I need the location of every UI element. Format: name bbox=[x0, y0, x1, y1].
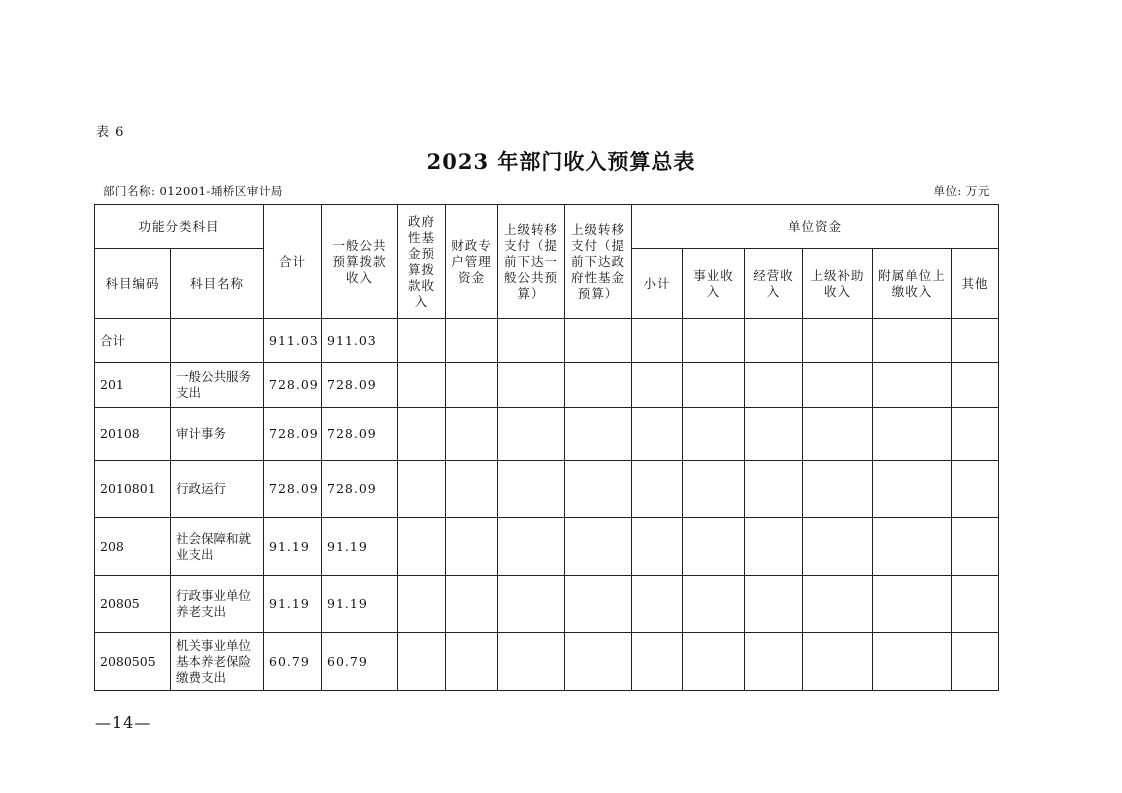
cell-empty bbox=[745, 518, 803, 576]
budget-table bbox=[94, 204, 999, 691]
cell-empty bbox=[803, 576, 873, 633]
cell-empty bbox=[498, 633, 565, 691]
cell-empty bbox=[873, 319, 952, 363]
cell-empty bbox=[498, 518, 565, 576]
cell-empty bbox=[745, 363, 803, 408]
cell-empty bbox=[632, 408, 683, 461]
cell-code: 合计 bbox=[95, 319, 171, 363]
cell-empty bbox=[498, 363, 565, 408]
cell-empty bbox=[446, 461, 498, 518]
cell-empty bbox=[398, 408, 446, 461]
cell-empty bbox=[632, 363, 683, 408]
table-row bbox=[95, 319, 999, 363]
table-row bbox=[95, 633, 999, 691]
cell-empty bbox=[873, 518, 952, 576]
cell-total: 91.19 bbox=[264, 518, 322, 576]
cell-empty bbox=[398, 576, 446, 633]
header-finance-special: 财政专户管理资金 bbox=[446, 205, 498, 319]
table-row bbox=[95, 576, 999, 633]
cell-empty bbox=[873, 363, 952, 408]
cell-empty bbox=[398, 319, 446, 363]
cell-empty bbox=[565, 408, 632, 461]
header-upper-transfer-general: 上级转移支付（提前下达一般公共预算） bbox=[498, 205, 565, 319]
cell-empty bbox=[873, 633, 952, 691]
cell-empty bbox=[565, 319, 632, 363]
page-number: —14— bbox=[95, 713, 152, 732]
cell-code: 201 bbox=[95, 363, 171, 408]
cell-code: 208 bbox=[95, 518, 171, 576]
cell-empty bbox=[952, 518, 999, 576]
cell-name: 审计事务 bbox=[171, 408, 264, 461]
cell-empty bbox=[952, 461, 999, 518]
cell-total: 728.09 bbox=[264, 408, 322, 461]
cell-empty bbox=[683, 408, 745, 461]
cell-general: 728.09 bbox=[322, 363, 398, 408]
cell-empty bbox=[632, 633, 683, 691]
cell-empty bbox=[565, 461, 632, 518]
cell-empty bbox=[952, 319, 999, 363]
cell-empty bbox=[632, 518, 683, 576]
table-row bbox=[95, 518, 999, 576]
cell-code: 2080505 bbox=[95, 633, 171, 691]
header-affiliated-income: 附属单位上缴收入 bbox=[873, 249, 952, 319]
cell-empty bbox=[398, 633, 446, 691]
cell-empty bbox=[745, 461, 803, 518]
header-upper-transfer-fund: 上级转移支付（提前下达政府性基金预算） bbox=[565, 205, 632, 319]
cell-empty bbox=[498, 319, 565, 363]
cell-name bbox=[171, 319, 264, 363]
cell-empty bbox=[498, 461, 565, 518]
cell-empty bbox=[565, 576, 632, 633]
header-gov-fund: 政府性基金预算拨款收入 bbox=[398, 205, 446, 319]
department-name: 部门名称: 012001-埇桥区审计局 bbox=[103, 184, 283, 198]
header-func-category: 功能分类科目 bbox=[95, 205, 264, 249]
cell-empty bbox=[803, 518, 873, 576]
cell-empty bbox=[803, 319, 873, 363]
cell-name: 行政事业单位养老支出 bbox=[171, 576, 264, 633]
cell-empty bbox=[683, 461, 745, 518]
cell-empty bbox=[446, 518, 498, 576]
cell-empty bbox=[398, 461, 446, 518]
cell-empty bbox=[803, 633, 873, 691]
cell-empty bbox=[446, 576, 498, 633]
cell-general: 91.19 bbox=[322, 518, 398, 576]
cell-general: 60.79 bbox=[322, 633, 398, 691]
cell-empty bbox=[952, 576, 999, 633]
cell-total: 728.09 bbox=[264, 461, 322, 518]
cell-empty bbox=[565, 363, 632, 408]
cell-empty bbox=[952, 408, 999, 461]
cell-general: 91.19 bbox=[322, 576, 398, 633]
cell-empty bbox=[683, 576, 745, 633]
cell-empty bbox=[632, 576, 683, 633]
cell-code: 2010801 bbox=[95, 461, 171, 518]
cell-empty bbox=[745, 319, 803, 363]
cell-empty bbox=[803, 461, 873, 518]
cell-empty bbox=[745, 408, 803, 461]
cell-empty bbox=[446, 408, 498, 461]
cell-empty bbox=[632, 461, 683, 518]
cell-total: 91.19 bbox=[264, 576, 322, 633]
header-subject-name: 科目名称 bbox=[171, 249, 264, 319]
cell-empty bbox=[873, 576, 952, 633]
cell-total: 728.09 bbox=[264, 363, 322, 408]
header-subtotal: 小计 bbox=[632, 249, 683, 319]
header-upper-subsidy: 上级补助收入 bbox=[803, 249, 873, 319]
table-row bbox=[95, 363, 999, 408]
cell-empty bbox=[398, 363, 446, 408]
cell-name: 一般公共服务支出 bbox=[171, 363, 264, 408]
page-title: 2023 年部门收入预算总表 bbox=[426, 149, 696, 174]
cell-empty bbox=[745, 576, 803, 633]
header-general-public: 一般公共预算拨款收入 bbox=[322, 205, 398, 319]
cell-empty bbox=[952, 633, 999, 691]
cell-empty bbox=[683, 518, 745, 576]
header-business-income: 事业收入 bbox=[683, 249, 745, 319]
cell-empty bbox=[683, 633, 745, 691]
table-number-label: 表 6 bbox=[96, 125, 125, 140]
cell-empty bbox=[683, 319, 745, 363]
unit-label: 单位: 万元 bbox=[933, 184, 990, 198]
header-subject-code: 科目编码 bbox=[95, 249, 171, 319]
cell-code: 20805 bbox=[95, 576, 171, 633]
cell-code: 20108 bbox=[95, 408, 171, 461]
header-other: 其他 bbox=[952, 249, 999, 319]
cell-empty bbox=[952, 363, 999, 408]
header-total: 合计 bbox=[264, 205, 322, 319]
cell-empty bbox=[745, 633, 803, 691]
cell-empty bbox=[803, 408, 873, 461]
cell-empty bbox=[565, 518, 632, 576]
cell-general: 728.09 bbox=[322, 461, 398, 518]
cell-total: 60.79 bbox=[264, 633, 322, 691]
cell-name: 社会保障和就业支出 bbox=[171, 518, 264, 576]
cell-empty bbox=[803, 363, 873, 408]
cell-empty bbox=[446, 319, 498, 363]
header-operating-income: 经营收入 bbox=[745, 249, 803, 319]
cell-empty bbox=[873, 408, 952, 461]
cell-empty bbox=[565, 633, 632, 691]
cell-total: 911.03 bbox=[264, 319, 322, 363]
cell-empty bbox=[683, 363, 745, 408]
table-row bbox=[95, 408, 999, 461]
cell-empty bbox=[873, 461, 952, 518]
cell-general: 728.09 bbox=[322, 408, 398, 461]
cell-empty bbox=[632, 319, 683, 363]
cell-empty bbox=[498, 408, 565, 461]
cell-name: 行政运行 bbox=[171, 461, 264, 518]
cell-general: 911.03 bbox=[322, 319, 398, 363]
cell-empty bbox=[446, 633, 498, 691]
table-row bbox=[95, 461, 999, 518]
cell-empty bbox=[446, 363, 498, 408]
header-unit-funds: 单位资金 bbox=[632, 205, 999, 249]
cell-empty bbox=[498, 576, 565, 633]
cell-empty bbox=[398, 518, 446, 576]
cell-name: 机关事业单位基本养老保险缴费支出 bbox=[171, 633, 264, 691]
